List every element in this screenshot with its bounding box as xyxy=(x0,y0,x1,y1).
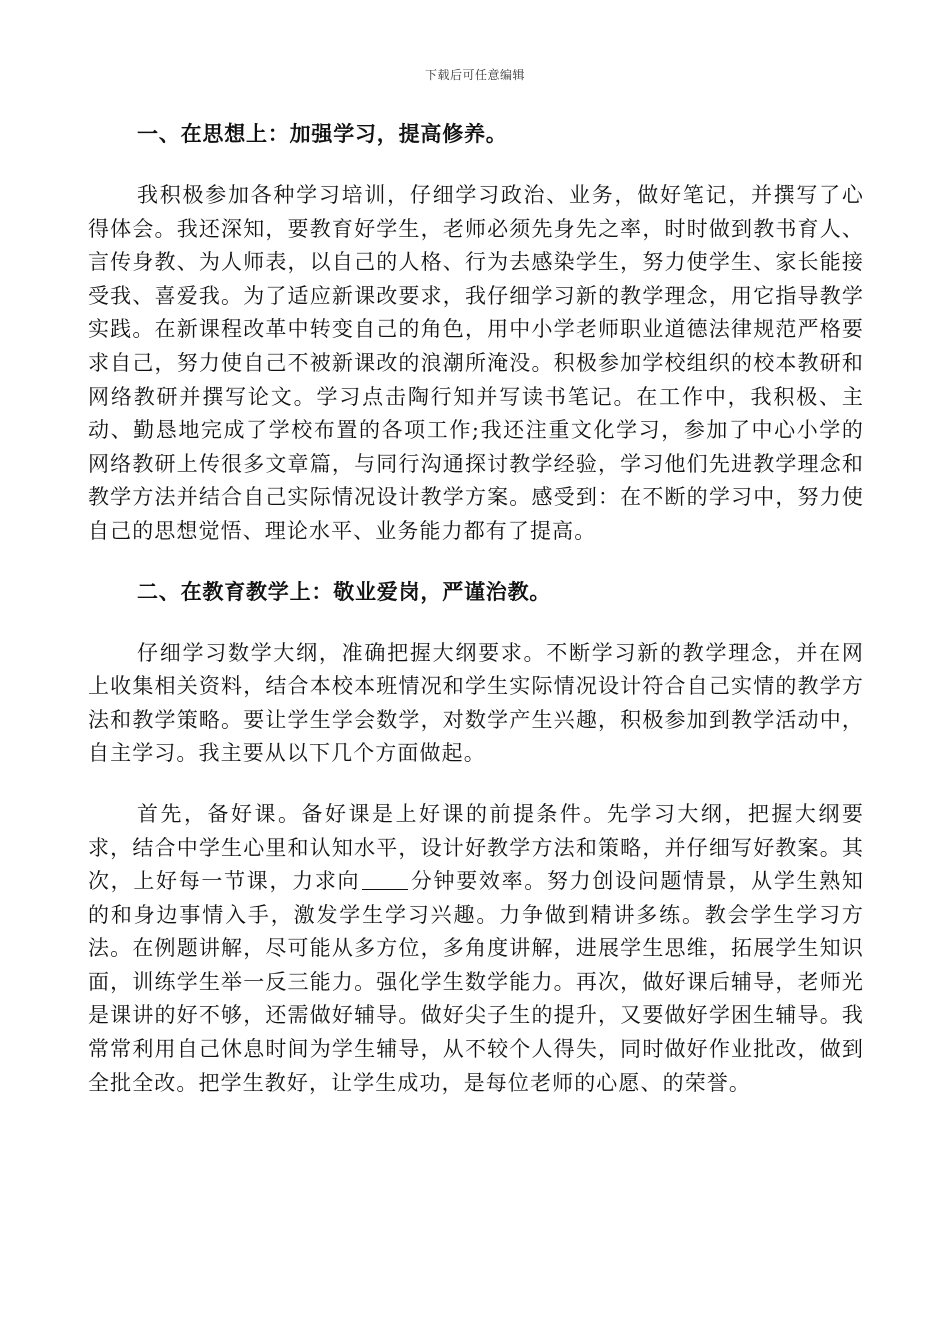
section-heading-2: 二、在教育教学上：敬业爱岗，严谨治教。 xyxy=(137,579,552,604)
fill-in-blank xyxy=(362,871,408,890)
section-2-paragraph-2 xyxy=(88,798,864,1100)
section-1-paragraph: 我积极参加各种学习培训，仔细学习政治、业务，做好笔记，并撰写了心得体会。我还深知，要教育好学生，老师必须先身先之率，时时做到教书育人、言传身教、为人师表，以自己的人格、行为去感染学生，努力使学生、家长能接受我、喜爱我。为了适应新课改要求，我仔细学习新的教学理念，用它指导教学实践。在新课程改革中转变自己的角色，用中小学老师职业道德法律规范严格要求自己，努力使自己不被新课改的浪潮所淹没。积极参加学校组织的校本教研和网络教研并撰写论文。学习点击陶行知并写读书笔记。在工作中，我积极、主动、勤恳地完成了学校布置的各项工作;我还注重文化学习，参加了中心小学的网络教研上传很多文章篇，与同行沟通探讨教学经验，学习他们先进教学理念和教学方法并结合自己实际情况设计教学方案。感受到：在不断的学习中，努力使自己的思想觉悟、理论水平、业务能力都有了提高。 xyxy=(88,183,864,543)
paragraph-text-after-blank: 分钟要效率。努力创设问题情景，从学生熟知的和身边事情入手，激发学生学习兴趣。力争做到精讲多练。教会学生学习方法。在例题讲解，尽可能从多方位，多角度讲解，进展学生思维，拓展学生知识面，训练学生举一反三能力。强化学生数学能力。再次，做好课后辅导，老师光是课讲的好不够，还需做好辅导。做好尖子生的提升，又要做好学困生辅导。我常常利用自己休息时间为学生辅导，从不较个人得失，同时做好作业批改，做到全批全改。把学生教好，让学生成功，是每位老师的心愿、的荣誉。 xyxy=(88,869,864,1095)
paragraph-text-before-blank: 首先，备好课。备好课是上好课的前提条件。先学习大纲，把握大纲要求，结合中学生心里和认知水平，设计好教学方法和策略，并仔细写好教案。其次，上好每一节课，力求向 xyxy=(88,801,864,894)
section-2-paragraph-1: 仔细学习数学大纲，准确把握大纲要求。不断学习新的教学理念，并在网上收集相关资料，结合本校本班情况和学生实际情况设计符合自己实情的教学方法和教学策略。要让学生学会数学，对数学产生兴趣，积极参加到教学活动中，自主学习。我主要从以下几个方面做起。 xyxy=(88,640,864,766)
document-body xyxy=(88,118,864,1127)
header-note: 下载后可任意编辑 xyxy=(424,68,525,82)
section-heading-1: 一、在思想上：加强学习，提高修养。 xyxy=(137,122,508,146)
